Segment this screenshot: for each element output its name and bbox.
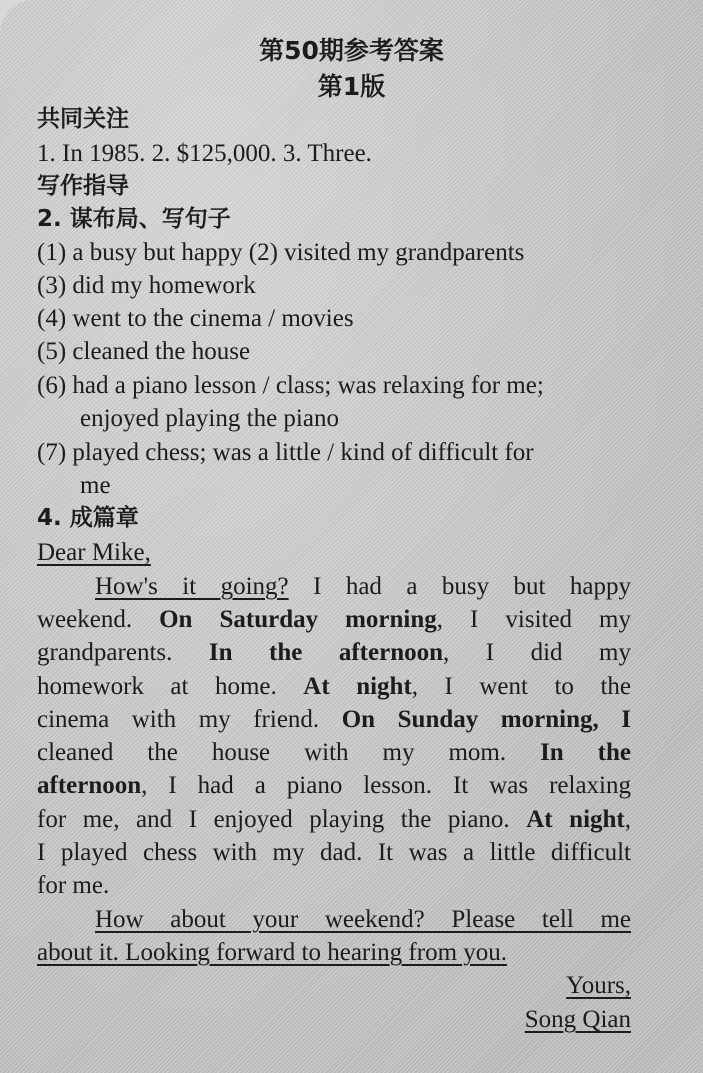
letter-text: cleaned the house with my mom. [37,739,541,766]
bold-time-phrase: On Saturday morning [159,606,437,633]
letter-line [37,936,631,969]
letter-text: cinema with my friend. [37,706,342,733]
bold-time-phrase: In the afternoon [208,639,443,666]
answer-item: (4) went to the cinema / movies [37,305,354,332]
letter-line [95,570,631,603]
letter-text: , I [592,706,632,733]
letter-text: weekend. [37,606,160,633]
letter-greeting [37,536,631,569]
bold-time-phrase: afternoon [37,772,142,799]
letter-line [37,603,631,636]
underlined-sentence: about it. Looking forward to hearing from you. [37,939,508,966]
subheading-sentences: 2. 谋布局、写句子 [37,206,231,232]
letter-text: grandparents. [37,639,209,666]
letter-text: , I had a piano lesson. It was relaxing [141,772,631,799]
answer-item: (7) played chess; was a little / kind of difficult for [37,439,534,466]
closing-text: Yours, [566,972,631,999]
letter-line: I played chess with my dad. It was a little difficult [37,839,631,866]
page-subtitle: 第1版 [317,72,386,101]
section-heading-composition: 4. 成篇章 [37,505,139,531]
letter-line [37,636,631,669]
section-heading-writing: 写作指导 [37,173,129,199]
letter-closing [37,969,631,1002]
underlined-sentence: How about your weekend? Please tell me [95,906,631,933]
signature-text: Song Qian [524,1006,631,1033]
answer-item: (1) a busy but happy (2) visited my grandparents [37,239,525,266]
letter-line [37,736,631,769]
greeting-text: Dear Mike, [37,539,151,566]
letter-text: , [624,806,631,833]
focus-answers: 1. In 1985. 2. $125,000. 3. Three. [37,140,372,167]
answer-item: (5) cleaned the house [37,338,251,365]
bold-time-phrase: In the [540,739,631,766]
answer-item-continued: me [80,472,111,499]
page-title: 第50期参考答案 [259,36,444,65]
answer-item-continued: enjoyed playing the piano [80,405,339,432]
bold-time-phrase: At night [303,673,412,700]
answer-item: (3) did my homework [37,272,256,299]
letter-text: , I went to the [411,673,631,700]
bold-time-phrase: At night [526,806,625,833]
letter-text: I had a busy but happy [288,573,631,600]
letter-signature [37,1003,631,1036]
letter-line [95,903,631,936]
letter-text: , I did my [443,639,631,666]
bold-time-phrase: On Sunday morning [341,706,593,733]
letter-text: for me, and I enjoyed playing the piano. [37,806,527,833]
underlined-phrase: How's it going? [95,573,289,600]
letter-line [37,803,631,836]
section-heading-focus: 共同关注 [37,106,129,132]
letter-line [37,769,631,802]
letter-text: , I visited my [436,606,632,633]
letter-line [37,670,631,703]
letter-text: homework at home. [37,673,304,700]
letter-line: for me. [37,872,110,899]
answer-item: (6) had a piano lesson / class; was relaxing for me; [37,372,544,399]
letter-line [37,703,631,736]
